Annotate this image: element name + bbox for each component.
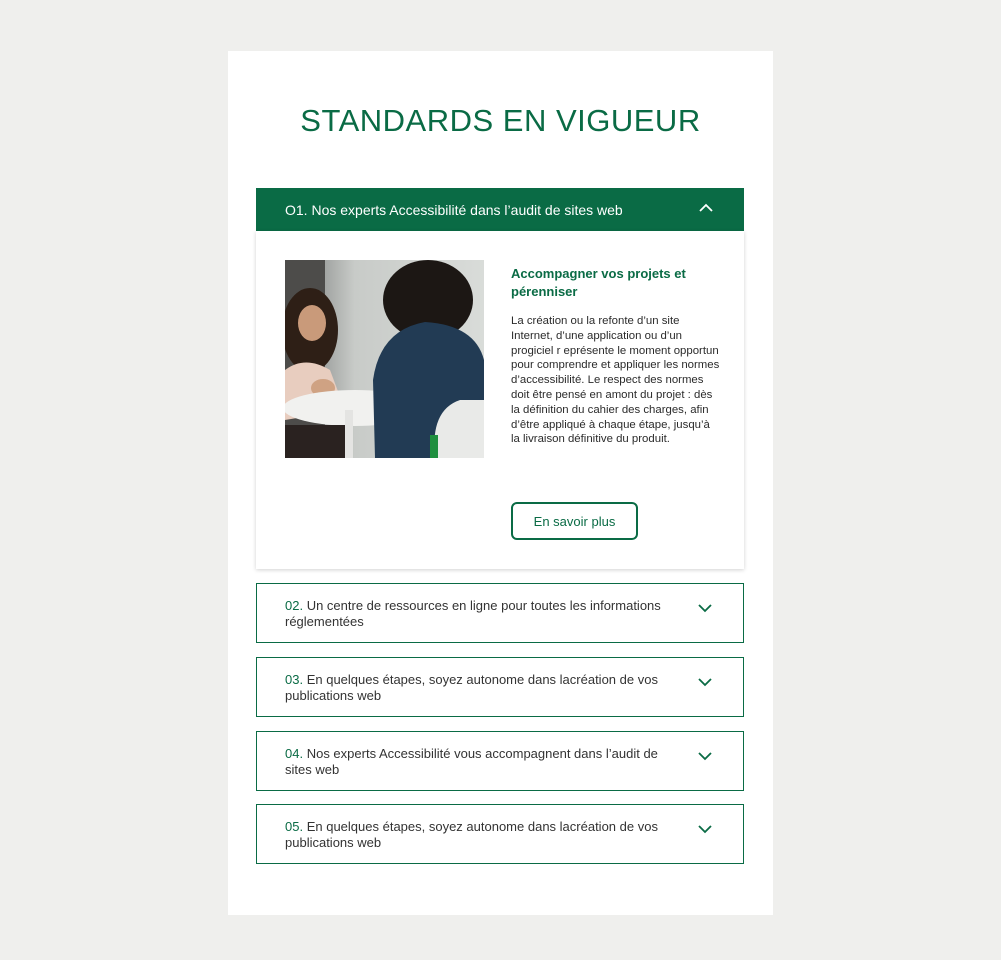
panel-body-text: La création ou la refonte d’un site Internet, d’une application ou d’un progiciel r eprésente le moment opportun pour comprendre et appliquer les normes d’accessibilité. Le respect des normes doit être pensé en amont du projet : dès la définition du cahier des charges, afin d’être appliqué à chaque étape, jusqu’à la livraison définitive du produit. — [511, 315, 720, 446]
content-card — [228, 51, 773, 915]
accordion-item-04[interactable] — [256, 731, 744, 791]
item-number: 02. — [285, 598, 304, 613]
page-title: STANDARDS EN VIGUEUR — [300, 103, 701, 138]
accordion-label-04 — [285, 746, 675, 778]
accordion-panel-01 — [256, 231, 744, 569]
item-number: 05. — [285, 819, 304, 834]
accordion-item-05[interactable] — [256, 804, 744, 864]
accordion-label-01: O1. Nos experts Accessibilité dans l’audit de sites web — [285, 201, 623, 218]
accordion-label-05 — [285, 819, 675, 851]
chevron-up-icon[interactable] — [698, 202, 714, 214]
accordion-header-01[interactable] — [256, 188, 744, 231]
item-text: Un centre de ressources en ligne pour toutes les informations réglementées — [285, 598, 661, 629]
accordion-label-03 — [285, 672, 675, 704]
item-text: Nos experts Accessibilité vous accompagnent dans l’audit de sites web — [285, 746, 658, 777]
item-number: 03. — [285, 672, 304, 687]
meeting-photo — [285, 260, 484, 458]
chevron-down-icon[interactable] — [697, 750, 713, 762]
panel-heading: Accompagner vos projets et pérenniser — [511, 266, 686, 299]
item-text: En quelques étapes, soyez autonome dans lacréation de vos publications web — [285, 672, 658, 703]
learn-more-button[interactable]: En savoir plus — [511, 502, 638, 540]
item-text: En quelques étapes, soyez autonome dans lacréation de vos publications web — [285, 819, 658, 850]
accordion-item-02[interactable] — [256, 583, 744, 643]
chevron-down-icon[interactable] — [697, 602, 713, 614]
accordion-label-02 — [285, 598, 675, 630]
accordion-item-03[interactable] — [256, 657, 744, 717]
item-number: 04. — [285, 746, 304, 761]
chevron-down-icon[interactable] — [697, 676, 713, 688]
chevron-down-icon[interactable] — [697, 823, 713, 835]
